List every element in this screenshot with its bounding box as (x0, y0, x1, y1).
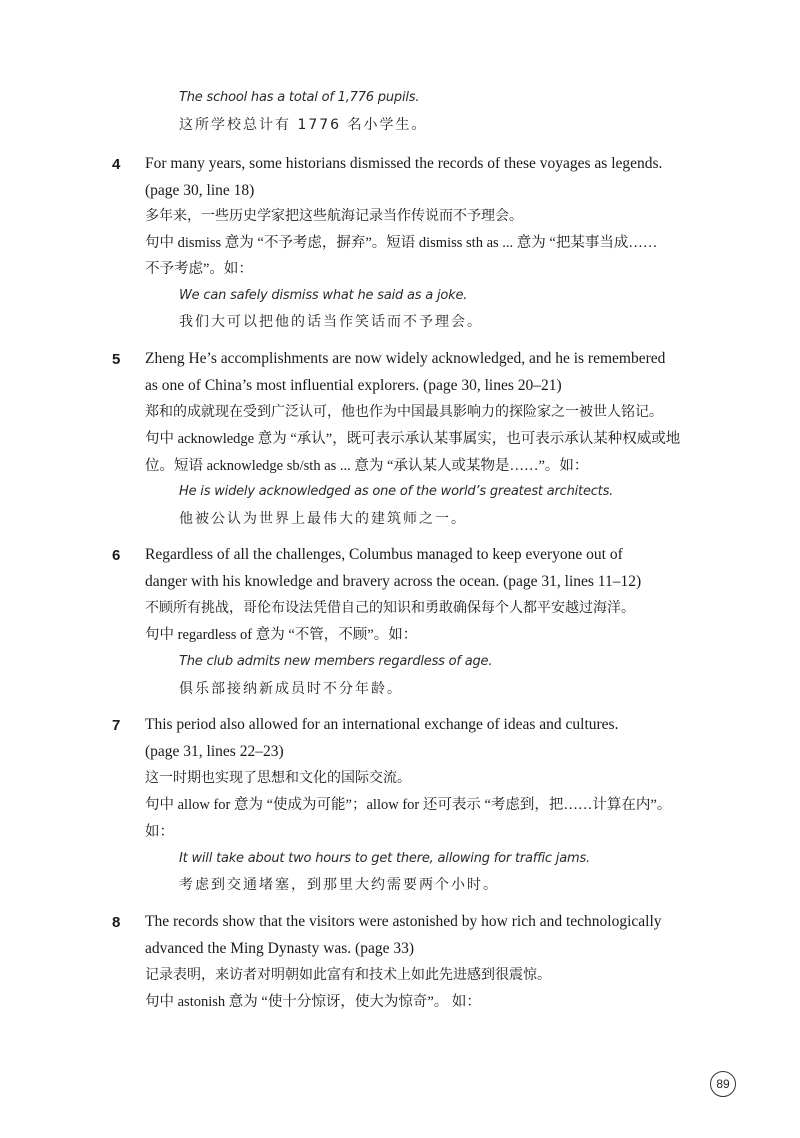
item-example-zh: 我们大可以把他的话当作笑话而不予理会。 (179, 314, 483, 330)
item-note-line: 句中 dismiss 意为 “不予考虑，摒弃”。短语 dismiss sth as ... 意为 “把某事当成…… (145, 235, 658, 251)
item-note-line: 位。短语 acknowledge sb/sth as ... 意为 “承认某人或某物是……”。如： (145, 458, 589, 474)
page-number-badge (710, 1071, 736, 1097)
item-number: 8 (112, 914, 121, 931)
item-example-zh: 他被公认为世界上最伟大的建筑师之一。 (179, 511, 467, 527)
item-sentence-line: This period also allowed for an international exchange of ideas and cultures. (145, 716, 619, 733)
item-translation: 多年来，一些历史学家把这些航海记录当作传说而不予理会。 (145, 208, 523, 224)
item-sentence-line: advanced the Ming Dynasty was. (page 33) (145, 940, 415, 957)
item-sentence-line: The records show that the visitors were astonished by how rich and technologically (145, 913, 662, 930)
item-example-zh: 考虑到交通堵塞，到那里大约需要两个小时。 (179, 877, 499, 893)
item-sentence-line: Zheng He’s accomplishments are now widely acknowledged, and he is remembered (145, 350, 666, 367)
item-example-en: It will take about two hours to get there, allowing for traffic jams. (179, 851, 590, 866)
item-example-en: He is widely acknowledged as one of the world’s greatest architects. (179, 484, 614, 499)
item-translation: 记录表明，来访者对明朝如此富有和技术上如此先进感到很震惊。 (145, 967, 551, 983)
item-example-en: We can safely dismiss what he said as a joke. (179, 288, 468, 303)
page-number: 89 (716, 1077, 730, 1091)
item-number: 7 (112, 717, 121, 734)
item-number: 6 (112, 547, 121, 564)
item-note-line: 句中 allow for 意为 “使成为可能”；allow for 还可表示 “考虑到，把……计算在内”。 (145, 797, 672, 813)
item-translation: 这一时期也实现了思想和文化的国际交流。 (145, 770, 411, 786)
item-note-line: 句中 acknowledge 意为 “承认”，既可表示承认某事属实，也可表示承认某种权威或地 (145, 431, 681, 447)
item-sentence-line: (page 31, lines 22–23) (145, 743, 284, 760)
item-example-zh: 俱乐部接纳新成员时不分年龄。 (179, 681, 403, 697)
item-sentence-line: Regardless of all the challenges, Columbus managed to keep everyone out of (145, 546, 623, 563)
item-sentence-line: as one of China’s most influential explorers. (page 30, lines 20–21) (145, 377, 562, 394)
item-note-line: 句中 astonish 意为 “使十分惊讶，使大为惊奇”。 如： (145, 994, 481, 1010)
item-number: 5 (112, 351, 121, 368)
item-translation: 不顾所有挑战，哥伦布设法凭借自己的知识和勇敢确保每个人都平安越过海洋。 (145, 600, 635, 616)
item-number: 4 (112, 156, 121, 173)
item-sentence-line: danger with his knowledge and bravery across the ocean. (page 31, lines 11–12) (145, 573, 642, 590)
item-sentence-line: For many years, some historians dismissed the records of these voyages as legends. (145, 155, 663, 172)
item-note-line: 不予考虑”。如： (145, 261, 253, 277)
item-note-line: 句中 regardless of 意为 “不管，不顾”。如： (145, 627, 418, 643)
item-translation: 郑和的成就现在受到广泛认可，他也作为中国最具影响力的探险家之一被世人铭记。 (145, 404, 663, 420)
top-example-en: The school has a total of 1,776 pupils. (179, 90, 420, 105)
top-example-zh: 这所学校总计有 1776 名小学生。 (179, 117, 428, 133)
item-example-en: The club admits new members regardless of age. (179, 654, 493, 669)
item-note-line: 如： (145, 824, 174, 840)
item-sentence-line: (page 30, line 18) (145, 182, 255, 199)
